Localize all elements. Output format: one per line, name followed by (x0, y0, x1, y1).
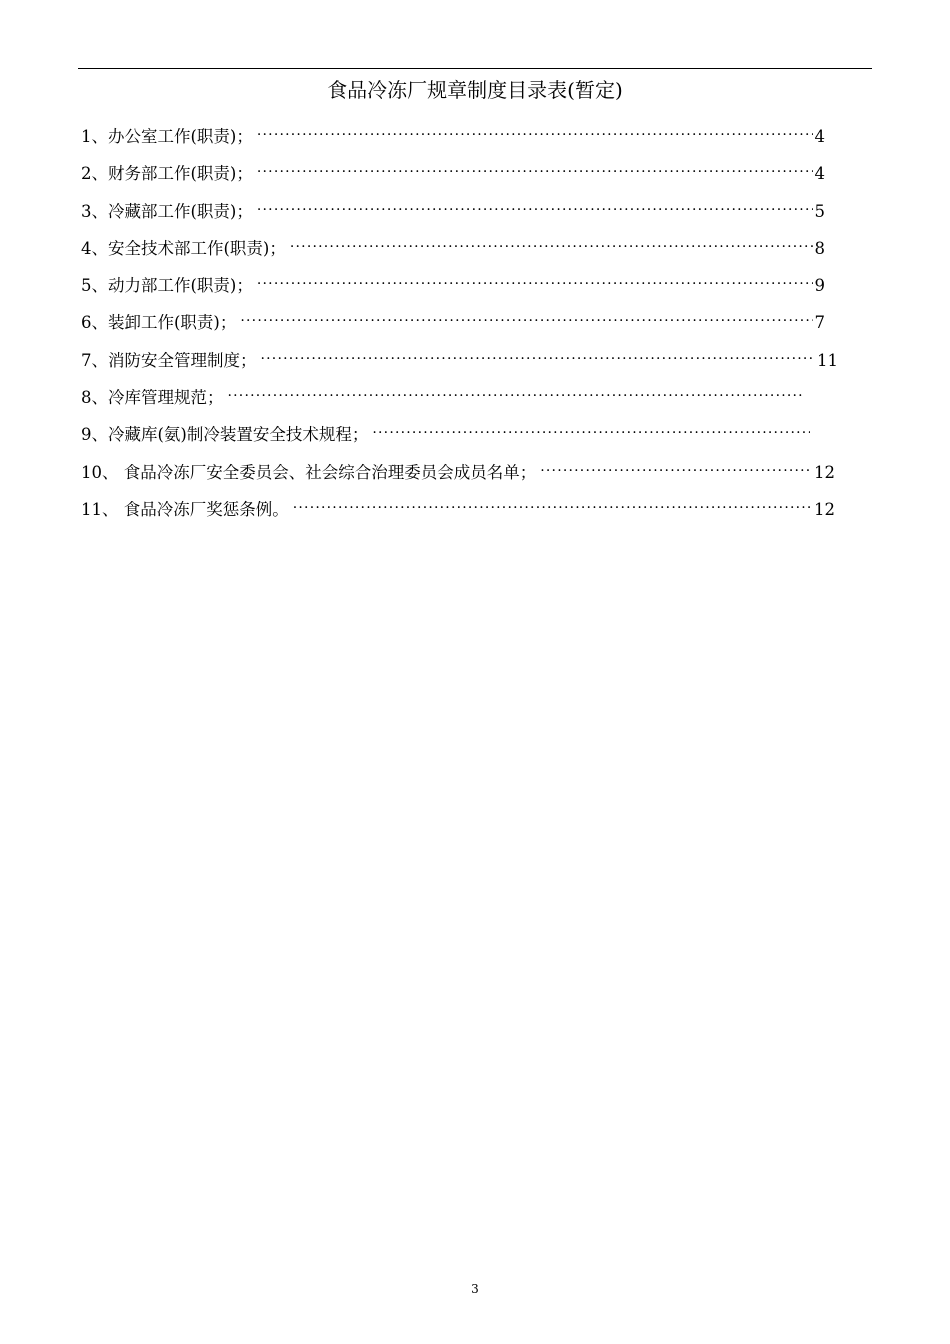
toc-entry-page: 12 (814, 499, 835, 519)
toc-dot-leader (240, 309, 812, 333)
toc-dot-leader (257, 198, 813, 222)
toc-entry-label: 9、冷藏库(氨)制冷装置安全技术规程； (81, 425, 369, 445)
toc-entry[interactable] (81, 235, 881, 272)
toc-dot-leader (257, 272, 813, 296)
toc-entry[interactable] (81, 347, 881, 384)
toc-dot-leader (540, 459, 812, 483)
toc-entry-page: 5 (814, 201, 825, 221)
toc-entry-label: 10、 食品冷冻厂安全委员会、社会综合治理委员会成员名单； (81, 462, 537, 482)
toc-entry-page: 7 (814, 313, 825, 333)
toc-entry-label: 7、消防安全管理制度； (81, 350, 257, 370)
toc-entry-label: 4、安全技术部工作(职责)； (81, 238, 286, 258)
toc-dot-leader (257, 123, 813, 147)
toc-entry-page: 4 (814, 164, 825, 184)
toc-entry[interactable] (81, 309, 881, 346)
toc-entry-label: 2、财务部工作(职责)； (81, 164, 253, 184)
toc-entry[interactable] (81, 459, 881, 496)
toc-entry[interactable] (81, 421, 881, 458)
toc-entry-page: 4 (814, 127, 825, 146)
header-rule (78, 68, 872, 69)
page-title: 食品冷冻厂规章制度目录表(暂定) (327, 78, 623, 102)
toc-dot-leader (372, 421, 810, 445)
toc-dot-leader (228, 384, 804, 408)
toc-entry-label: 8、冷库管理规范； (81, 388, 224, 408)
toc-entry[interactable] (81, 384, 881, 421)
table-of-contents (81, 123, 881, 533)
toc-dot-leader (261, 347, 816, 371)
toc-entry[interactable] (81, 496, 881, 533)
toc-entry[interactable] (81, 272, 881, 309)
toc-entry-page: 9 (814, 276, 825, 296)
toc-entry-label: 5、动力部工作(职责)； (81, 276, 253, 296)
toc-dot-leader (293, 496, 812, 520)
toc-entry[interactable] (81, 198, 881, 235)
toc-entry-page: 8 (814, 238, 825, 258)
toc-entry-page: 11 (817, 350, 838, 370)
toc-entry[interactable] (81, 123, 881, 160)
toc-entry[interactable] (81, 160, 881, 197)
toc-entry-label: 3、冷藏部工作(职责)； (81, 201, 253, 221)
toc-entry-label: 11、 食品冷冻厂奖惩条例。 (81, 499, 289, 519)
toc-entry-page: 12 (814, 462, 835, 482)
toc-dot-leader (290, 235, 813, 259)
toc-dot-leader (257, 160, 813, 184)
toc-entry-label: 1、办公室工作(职责)； (81, 127, 253, 146)
page-number: 3 (471, 1282, 479, 1296)
toc-entry-label: 6、装卸工作(职责)； (81, 313, 237, 333)
